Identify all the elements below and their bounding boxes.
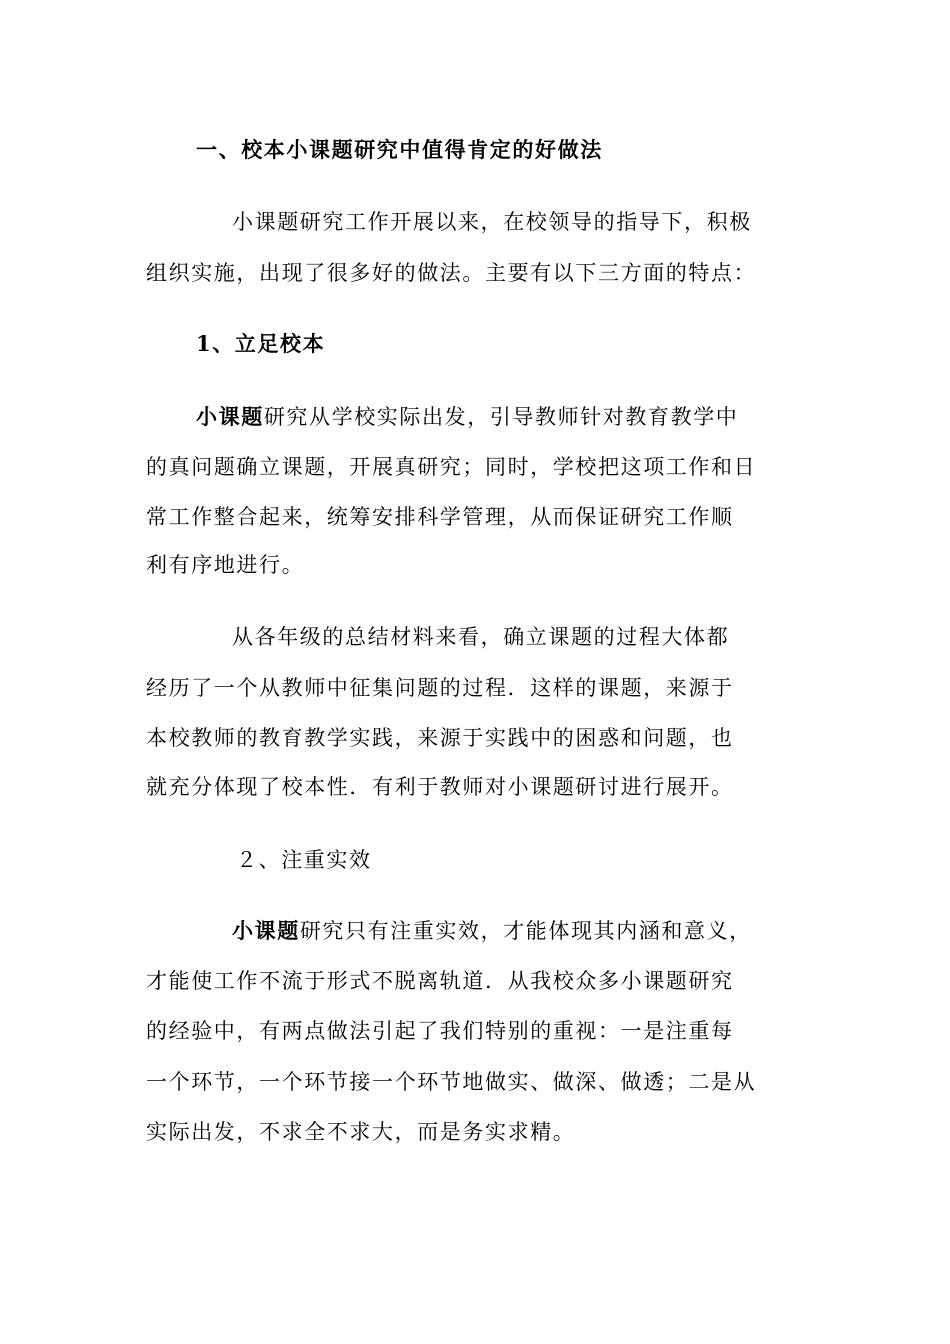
- s2-p1-line-3: 的经验中，有两点做法引起了我们特别的重视：一是注重每: [146, 1019, 734, 1043]
- s1-p2-line-4: 就充分体现了校本性．有利于教师对小课题研讨进行展开。: [146, 775, 734, 799]
- s2-p1-line-4: 一个环节，一个环节接一个环节地做实、做深、做透；二是从: [146, 1070, 757, 1094]
- s1-p1-line-1-text: 研究从学校实际出发，引导教师针对教育教学中: [263, 405, 739, 429]
- s2-p1-line-5: 实际出发，不求全不求大，而是务实求精。: [146, 1120, 576, 1144]
- s1-p1-line-3: 常工作整合起来，统筹安排科学管理，从而保证研究工作顺: [146, 505, 734, 529]
- intro-line-2: 组织实施，出现了很多好的做法。主要有以下三方面的特点：: [146, 261, 757, 285]
- s1-p1-line-2: 的真问题确立课题，开展真研究；同时，学校把这项工作和日: [146, 455, 757, 479]
- s1-p1-line-4: 利有序地进行。: [146, 553, 305, 577]
- s1-p2-line-1: 从各年级的总结材料来看，确立课题的过程大体都: [232, 625, 730, 649]
- subsection-title-1: 1、立足校本: [196, 331, 326, 356]
- s1-p2-line-2: 经历了一个从教师中征集问题的过程．这样的课题，来源于: [146, 676, 734, 700]
- section-heading: 一、校本小课题研究中值得肯定的好做法: [196, 137, 603, 162]
- s2-p1-line-1: [232, 919, 902, 943]
- intro-line-1: 小课题研究工作开展以来，在校领导的指导下，积极: [232, 210, 752, 234]
- s2-p1-line-2: 才能使工作不流于形式不脱离轨道．从我校众多小课题研究: [146, 969, 734, 993]
- bold-term: 小课题: [196, 404, 264, 429]
- s2-p1-line-1-text: 研究只有注重实效，才能体现其内涵和意义，: [299, 919, 752, 943]
- bold-term: 小课题: [232, 918, 300, 943]
- s1-p1-line-1: [196, 405, 866, 429]
- subsection-title-2: ２、注重实效: [236, 848, 372, 872]
- s1-p2-line-3: 本校教师的教育教学实践，来源于实践中的困惑和问题，也: [146, 726, 734, 750]
